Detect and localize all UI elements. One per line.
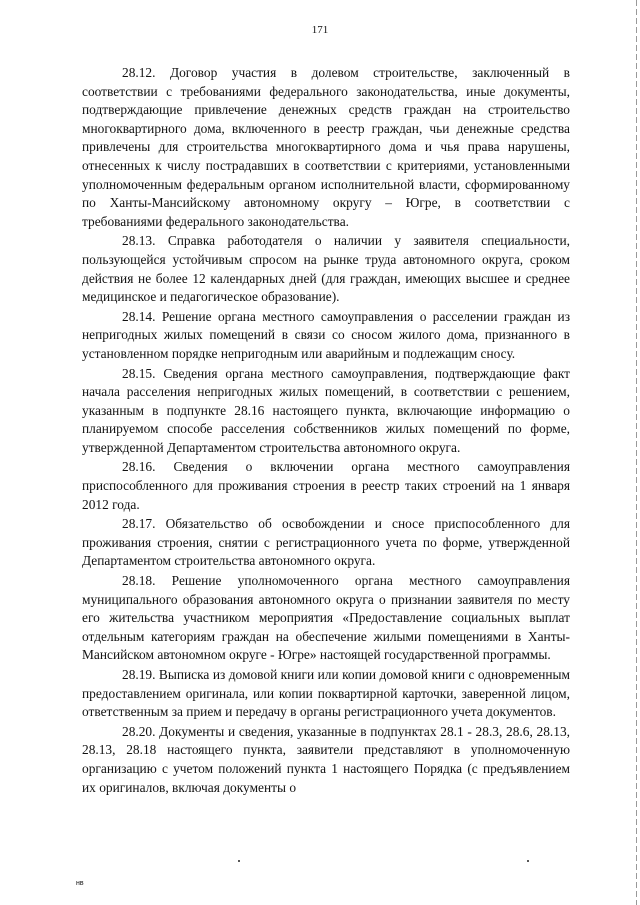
- paragraph-28-16: 28.16. Сведения о включении органа местного самоуправления приспособленного для проживания строения в реестр таких строений на 1 января 2012 года.: [82, 459, 570, 512]
- paragraph-28-12: 28.12. Договор участия в долевом строительстве, заключенный в соответствии с требованиями федерального законодательства, иные документы, подтверждающие привлечение денежных средств граждан на строительство многоквартирного дома, включенного в реестр граждан, чьи денежные средства привлечены для строительства многоквартирного дома и чья права нарушены, отнесенных к числу пострадавших в соответствии с критериями, установленными уполномоченным федеральным органом исполнительной власти, сформированному по Ханты-Мансийскому автономному округу – Югре, в соответствии с требованиями федерального законодательства.: [82, 65, 570, 229]
- paragraph-28-13: 28.13. Справка работодателя о наличии у заявителя специальности, пользующейся устойчивым спросом на рынке труда автономного округа, сроком действия не более 12 календарных дней (для граждан, имеющих высшее и среднее медицинское и педагогическое образование).: [82, 233, 570, 305]
- paragraph-28-17: 28.17. Обязательство об освобождении и сносе приспособленного для проживания строения, снятии с регистрационного учета по форме, утвержденной Департаментом строительства автономного округа.: [82, 516, 570, 569]
- paragraph-28-18: 28.18. Решение уполномоченного органа местного самоуправления муниципального образования автономного округа о признании заявителя по месту его жительства участником мероприятия «Предоставление социальных выплат отдельным категориям граждан на обеспечение жилыми помещениями в Ханты-Мансийском автономном округе - Югре» настоящей государственной программы.: [82, 573, 570, 663]
- scan-speck: [527, 860, 529, 862]
- scan-speck: [238, 860, 240, 862]
- paragraph-28-14: 28.14. Решение органа местного самоуправления о расселении граждан из непригодных жилых помещений в связи со сносом жилого дома, признанного в установленном порядке непригодным или аварийным и подлежащим сносу.: [82, 308, 570, 361]
- paragraph-28-15: 28.15. Сведения органа местного самоуправления, подтверждающие факт начала расселения непригодных жилых помещений, в соответствии с решением, указанным в подпункте 28.16 настоящего пункта, включающие информацию о планируемом способе расселения собственников жилых помещений по форме, утвержденной Департаментом строительства автономного округа.: [82, 365, 570, 455]
- paragraph-28-20: 28.20. Документы и сведения, указанные в подпунктах 28.1 - 28.3, 28.6, 28.13, 28.13, 28.18 настоящего пункта, заявители представляют в уполномоченную организацию с учетом положений пункта 1 настоящего Порядка (с предъявлением их оригиналов, включая документы о: [82, 723, 570, 795]
- paragraph-28-19: 28.19. Выписка из домовой книги или копии домовой книги с одновременным предоставлением оригинала, или копии поквартирной карточки, заверенной лицом, ответственным за прием и передачу в органы регистрационного учета документов.: [82, 667, 570, 720]
- page-number: 171: [311, 24, 329, 36]
- document-body: [82, 64, 570, 798]
- footer-code: нв: [76, 880, 84, 887]
- scan-edge-line: [636, 0, 637, 905]
